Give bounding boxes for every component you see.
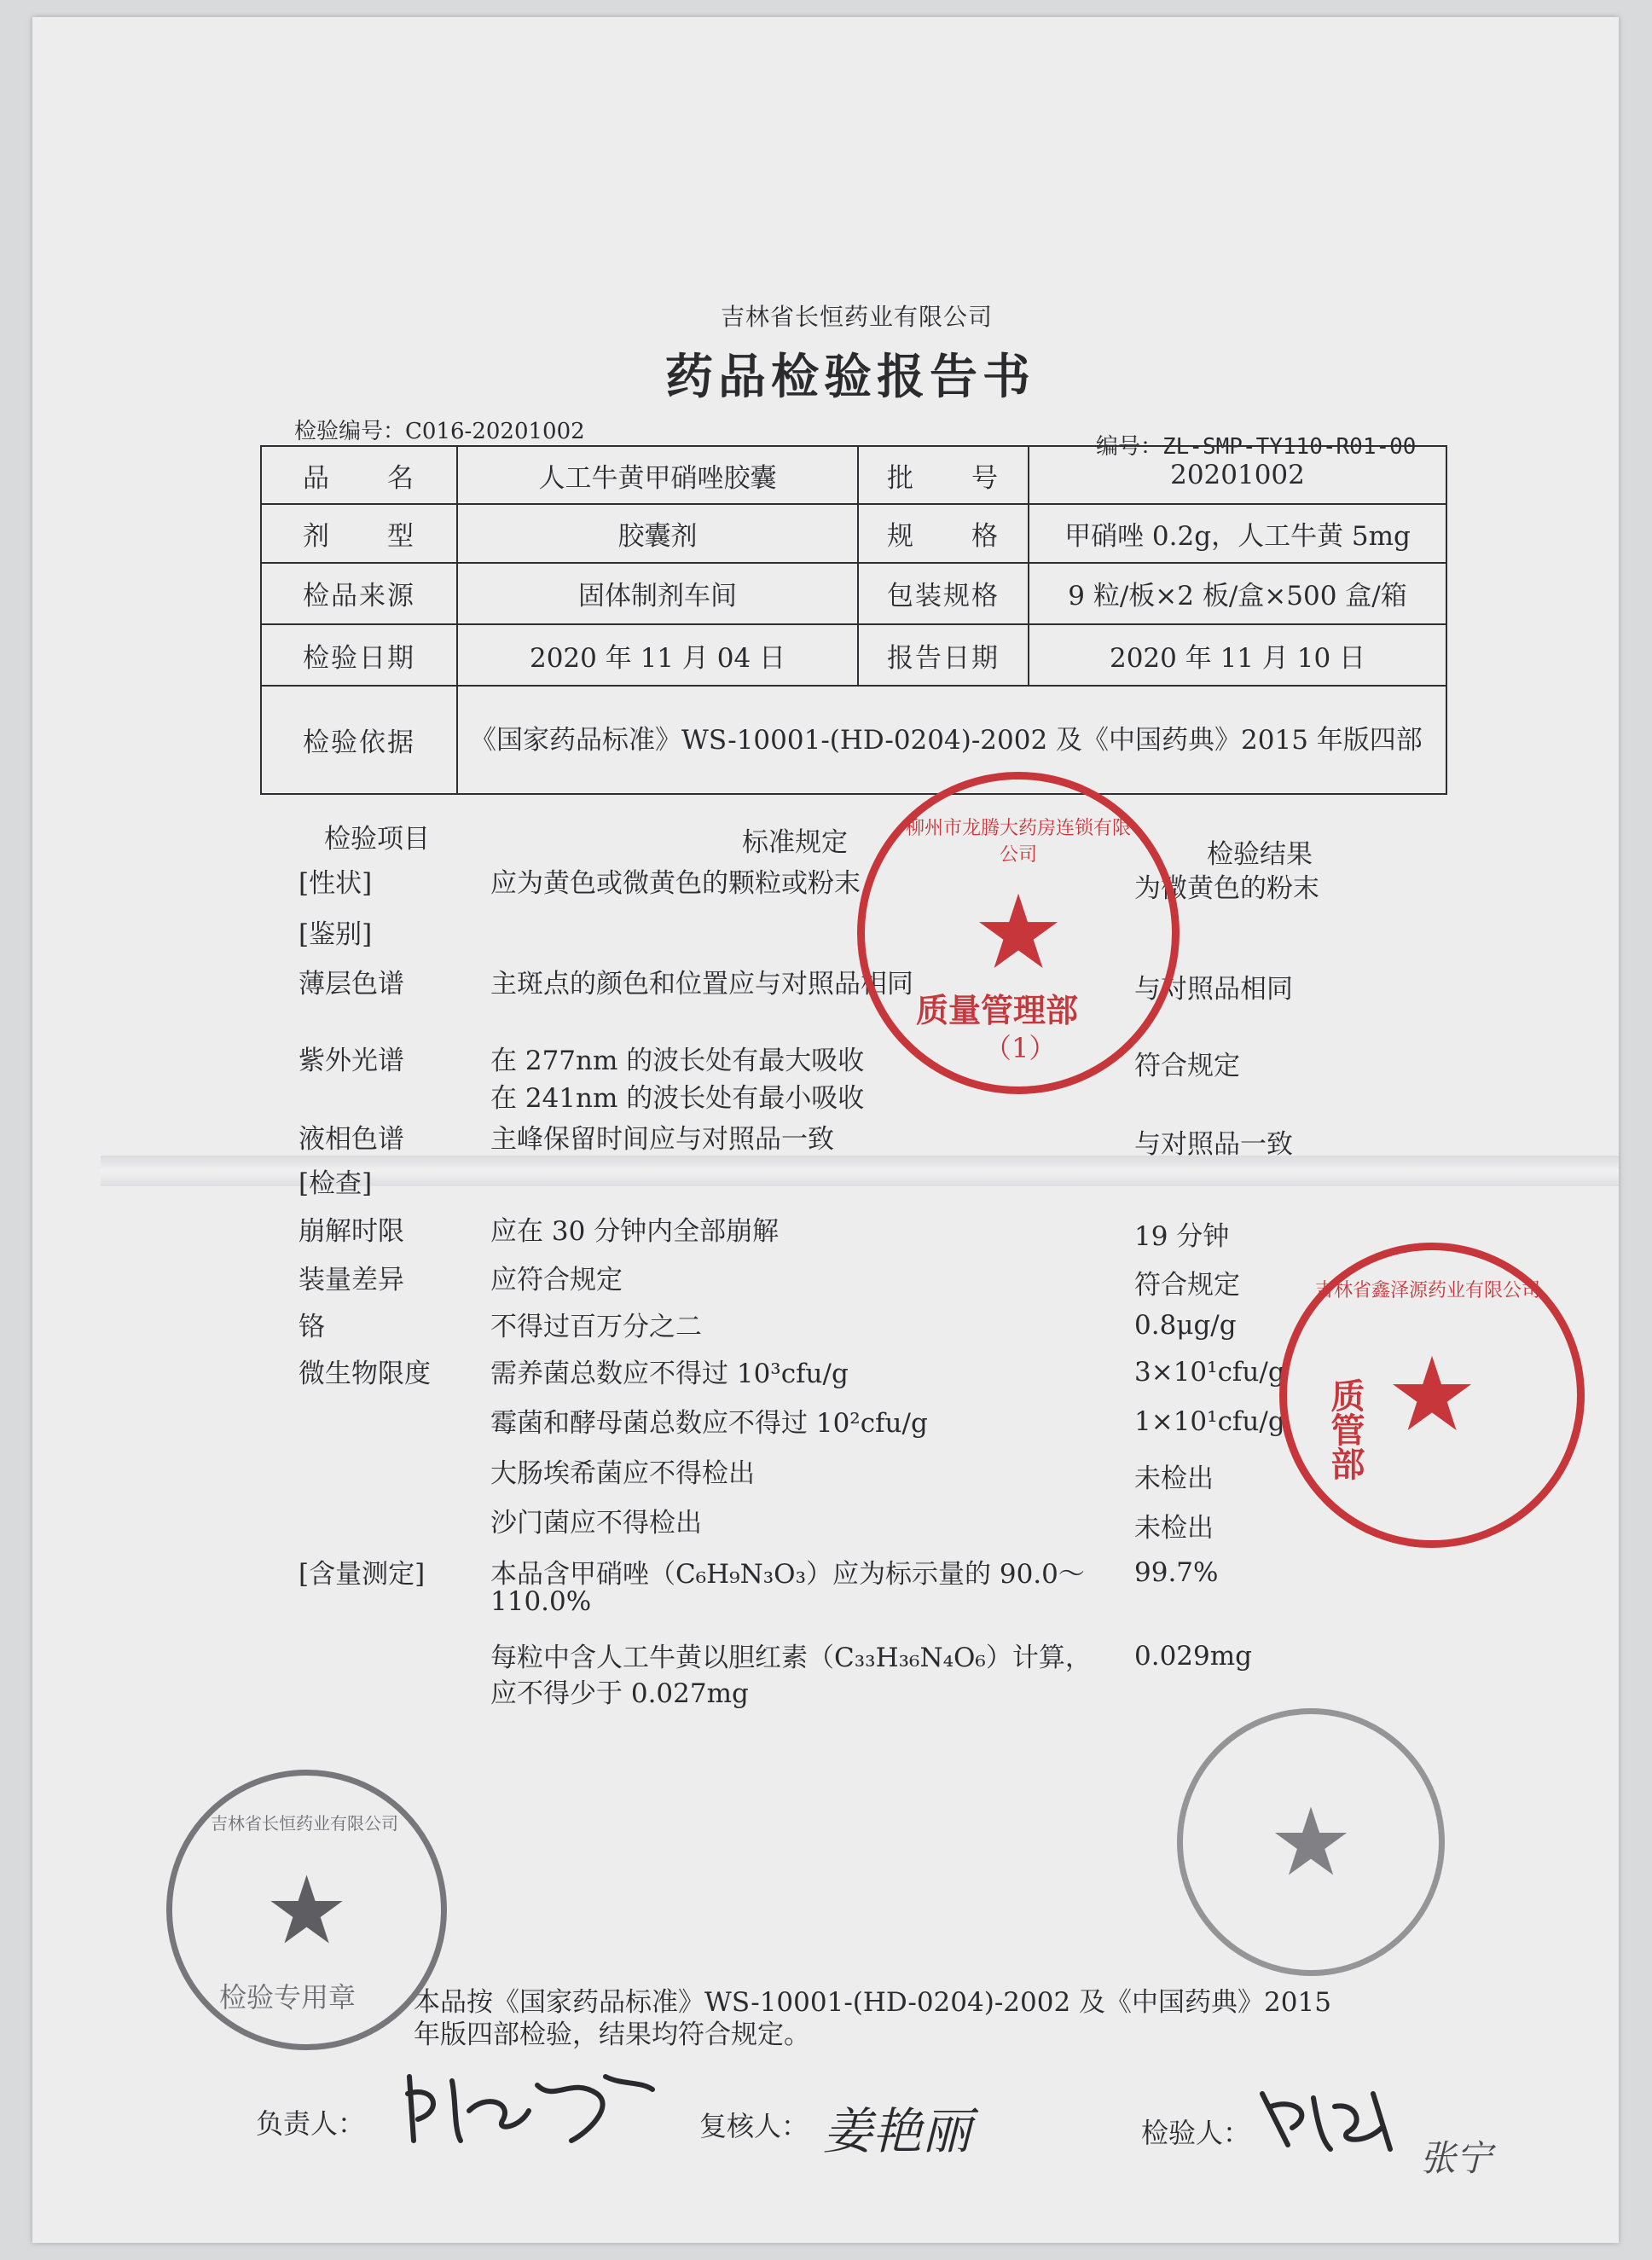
result-value: 符合规定 <box>1134 1051 1240 1081</box>
source-label: 检品来源 <box>261 563 457 624</box>
stamp-star-icon: ★ <box>1268 1788 1353 1897</box>
company-name: 吉林省长恒药业有限公司 <box>721 303 994 331</box>
result-value: 1×10¹cfu/g <box>1134 1406 1285 1437</box>
responsible-label: 负责人： <box>256 2107 366 2140</box>
result-standard: 沙门菌应不得检出 <box>490 1508 702 1539</box>
result-value: 未检出 <box>1134 1513 1214 1544</box>
stamp1-dept: 质量管理部 <box>916 991 1079 1029</box>
result-value: 0.029mg <box>1134 1641 1252 1672</box>
stamp-star-icon: ★ <box>1386 1336 1478 1455</box>
result-item: 液相色谱 <box>299 1124 404 1155</box>
result-value: 99.7% <box>1134 1557 1219 1588</box>
inspector-signature-2: 张宁 <box>1420 2137 1493 2179</box>
test-date-label: 检验日期 <box>261 624 457 686</box>
result-item: [性状] <box>299 868 373 899</box>
result-standard: 应在 30 分钟内全部崩解 <box>490 1216 780 1247</box>
result-value: 19 分钟 <box>1134 1221 1230 1252</box>
test-date: 2020 年 11 月 04 日 <box>457 624 858 686</box>
result-item: 薄层色谱 <box>299 969 404 1000</box>
responsible-signature <box>401 2060 657 2153</box>
inspector-label: 检验人： <box>1141 2117 1251 2149</box>
result-standard: 应不得少于 0.027mg <box>490 1678 749 1709</box>
result-item: 微生物限度 <box>299 1359 431 1389</box>
conclusion-line-2: 年版四部检验，结果均符合规定。 <box>414 2020 810 2050</box>
specification: 甲硝唑 0.2g，人工牛黄 5mg <box>1029 504 1446 562</box>
result-value: 未检出 <box>1134 1463 1214 1494</box>
reviewer-label: 复核人： <box>699 2110 809 2142</box>
result-standard: 本品含甲硝唑（C₆H₉N₃O₃）应为标示量的 90.0～ <box>490 1559 1085 1590</box>
stamp-quality-dept <box>857 772 1180 1094</box>
result-value: 0.8μg/g <box>1134 1310 1237 1341</box>
form-label: 剂 型 <box>261 504 457 562</box>
result-standard: 主斑点的颜色和位置应与对照品相同 <box>490 969 913 1000</box>
col-header-result: 检验结果 <box>1207 839 1313 870</box>
result-standard: 应为黄色或微黄色的颗粒或粉末 <box>490 868 861 899</box>
sample-source: 固体制剂车间 <box>457 563 858 624</box>
result-standard: 霉菌和酵母菌总数应不得过 10²cfu/g <box>490 1408 928 1439</box>
stamp-star-icon: ★ <box>264 1855 349 1965</box>
result-standard: 110.0% <box>490 1586 592 1617</box>
result-standard: 在 277nm 的波长处有最大吸收 <box>490 1046 865 1076</box>
stamp3-company: 吉林省长恒药业有限公司 <box>211 1813 398 1834</box>
result-standard: 需养菌总数应不得过 10³cfu/g <box>490 1359 849 1389</box>
result-standard: 在 241nm 的波长处有最小吸收 <box>490 1083 865 1114</box>
result-item: 紫外光谱 <box>299 1046 404 1076</box>
product-info-table <box>260 445 1447 795</box>
stamp2-company: 吉林省鑫泽源药业有限公司 <box>1314 1280 1540 1301</box>
result-standard: 主峰保留时间应与对照品一致 <box>490 1124 834 1155</box>
stamp1-company: 柳州市龙腾大药房连锁有限公司 <box>905 818 1131 866</box>
result-value: 与对照品一致 <box>1134 1129 1293 1160</box>
stamp2-dept: 质管部 <box>1325 1378 1365 1481</box>
report-title: 药品检验报告书 <box>665 349 1035 405</box>
reviewer-signature: 姜艳丽 <box>823 2102 972 2160</box>
package-spec: 9 粒/板×2 板/盒×500 盒/箱 <box>1029 563 1446 624</box>
document-number-value: ZL-SMP-TY110-R01-00 <box>1162 434 1417 460</box>
stamp-faded <box>1177 1708 1445 1976</box>
stamp-star-icon: ★ <box>972 873 1064 993</box>
basis-label: 检验依据 <box>261 686 457 794</box>
result-item: 崩解时限 <box>299 1216 404 1247</box>
product-name: 人工牛黄甲硝唑胶囊 <box>457 446 858 504</box>
inspector-signature-1 <box>1254 2081 1399 2158</box>
package-label: 包装规格 <box>858 563 1029 624</box>
result-value: 与对照品相同 <box>1134 974 1293 1005</box>
conclusion-line-1: 本品按《国家药品标准》WS-10001-(HD-0204)-2002 及《中国药典》2015 <box>414 1987 1331 2018</box>
result-standard: 不得过百万分之二 <box>490 1312 702 1342</box>
result-value: 为微黄色的粉末 <box>1134 873 1319 904</box>
result-standard: 每粒中含人工牛黄以胆红素（C₃₃H₃₆N₄O₆）计算， <box>490 1643 1092 1673</box>
test-basis: 《国家药品标准》WS-10001-(HD-0204)-2002 及《中国药典》2015 年版四部 <box>457 686 1446 794</box>
stamp-inspection <box>166 1770 447 2050</box>
name-label: 品 名 <box>261 446 457 504</box>
inspection-number-value: C016-20201002 <box>405 419 585 444</box>
inspection-number-label: 检验编号： <box>294 419 406 444</box>
document-number-label: 编号： <box>1096 434 1163 460</box>
spec-label: 规 格 <box>858 504 1029 562</box>
result-item: [检查] <box>299 1168 373 1199</box>
stamp-supplier-qa <box>1279 1243 1585 1548</box>
report-date-label: 报告日期 <box>858 624 1029 686</box>
result-value: 3×10¹cfu/g <box>1134 1357 1285 1388</box>
stamp3-dept: 检验专用章 <box>219 1981 356 2014</box>
dosage-form: 胶囊剂 <box>457 504 858 562</box>
report-date: 2020 年 11 月 10 日 <box>1029 624 1446 686</box>
result-item: [含量测定] <box>299 1559 426 1590</box>
result-standard: 应符合规定 <box>490 1265 623 1295</box>
result-item: 装量差异 <box>299 1265 404 1295</box>
result-value: 符合规定 <box>1134 1270 1240 1301</box>
col-header-standard: 标准规定 <box>742 827 848 858</box>
batch-number: 20201002 <box>1029 446 1446 504</box>
inspection-number <box>294 414 585 445</box>
batch-label: 批 号 <box>858 446 1029 504</box>
result-item: 铬 <box>299 1312 325 1342</box>
result-standard: 大肠埃希菌应不得检出 <box>490 1458 755 1489</box>
col-header-item: 检验项目 <box>324 824 430 855</box>
stamp1-number: （1） <box>984 1032 1057 1064</box>
result-item: [鉴别] <box>299 919 373 950</box>
